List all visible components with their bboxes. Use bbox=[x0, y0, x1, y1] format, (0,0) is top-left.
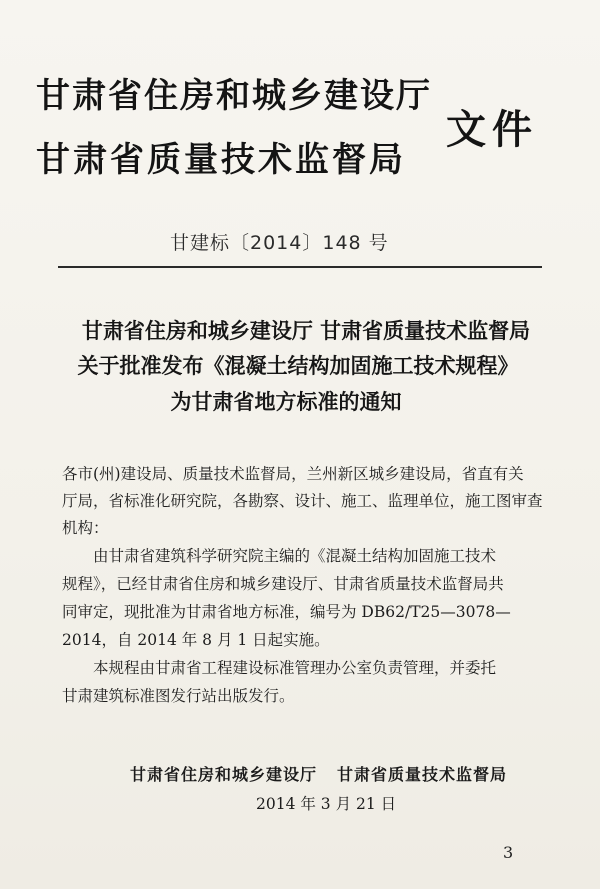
signer-quality-bureau: 甘肃省质量技术监督局 bbox=[337, 765, 508, 784]
notice-title-line-3: 为甘肃省地方标准的通知 bbox=[170, 389, 402, 414]
issue-date: 2014 年 3 月 21 日 bbox=[256, 795, 397, 813]
issuer-quality-bureau: 甘肃省质量技术监督局 bbox=[36, 140, 406, 180]
paragraph-1-line: 由甘肃省建筑科学研究院主编的《混凝土结构加固施工技术 bbox=[62, 547, 497, 565]
document-number: 甘建标〔2014〕148 号 bbox=[170, 232, 389, 254]
paragraph-1-line: 2014，自 2014 年 8 月 1 日起实施。 bbox=[62, 631, 330, 649]
document-type-label: 文件 bbox=[446, 107, 538, 153]
addressee-line: 各市(州)建设局、质量技术监督局，兰州新区城乡建设局，省直有关 bbox=[62, 465, 524, 483]
header-divider bbox=[58, 266, 542, 268]
notice-title-line-1: 甘肃省住房和城乡建设厅 甘肃省质量技术监督局 bbox=[81, 318, 531, 343]
signer-housing-department: 甘肃省住房和城乡建设厅 bbox=[130, 765, 318, 784]
paragraph-1-line: 同审定，现批准为甘肃省地方标准，编号为 DB62/T25—3078— bbox=[62, 603, 511, 621]
addressee-line: 厅局，省标准化研究院，各勘察、设计、施工、监理单位，施工图审查 bbox=[62, 492, 543, 510]
notice-title-line-2: 关于批准发布《混凝土结构加固施工技术规程》 bbox=[77, 353, 519, 378]
issuer-housing-department: 甘肃省住房和城乡建设厅 bbox=[36, 76, 432, 116]
page-number: 3 bbox=[503, 843, 514, 862]
paragraph-1-line: 规程》，已经甘肃省住房和城乡建设厅、甘肃省质量技术监督局共 bbox=[62, 575, 504, 593]
paragraph-2-line: 本规程由甘肃省工程建设标准管理办公室负责管理，并委托 bbox=[62, 659, 497, 677]
signature-block bbox=[130, 762, 507, 785]
addressee-line: 机构： bbox=[62, 519, 109, 537]
paragraph-2-line: 甘肃建筑标准图发行站出版发行。 bbox=[62, 687, 295, 705]
